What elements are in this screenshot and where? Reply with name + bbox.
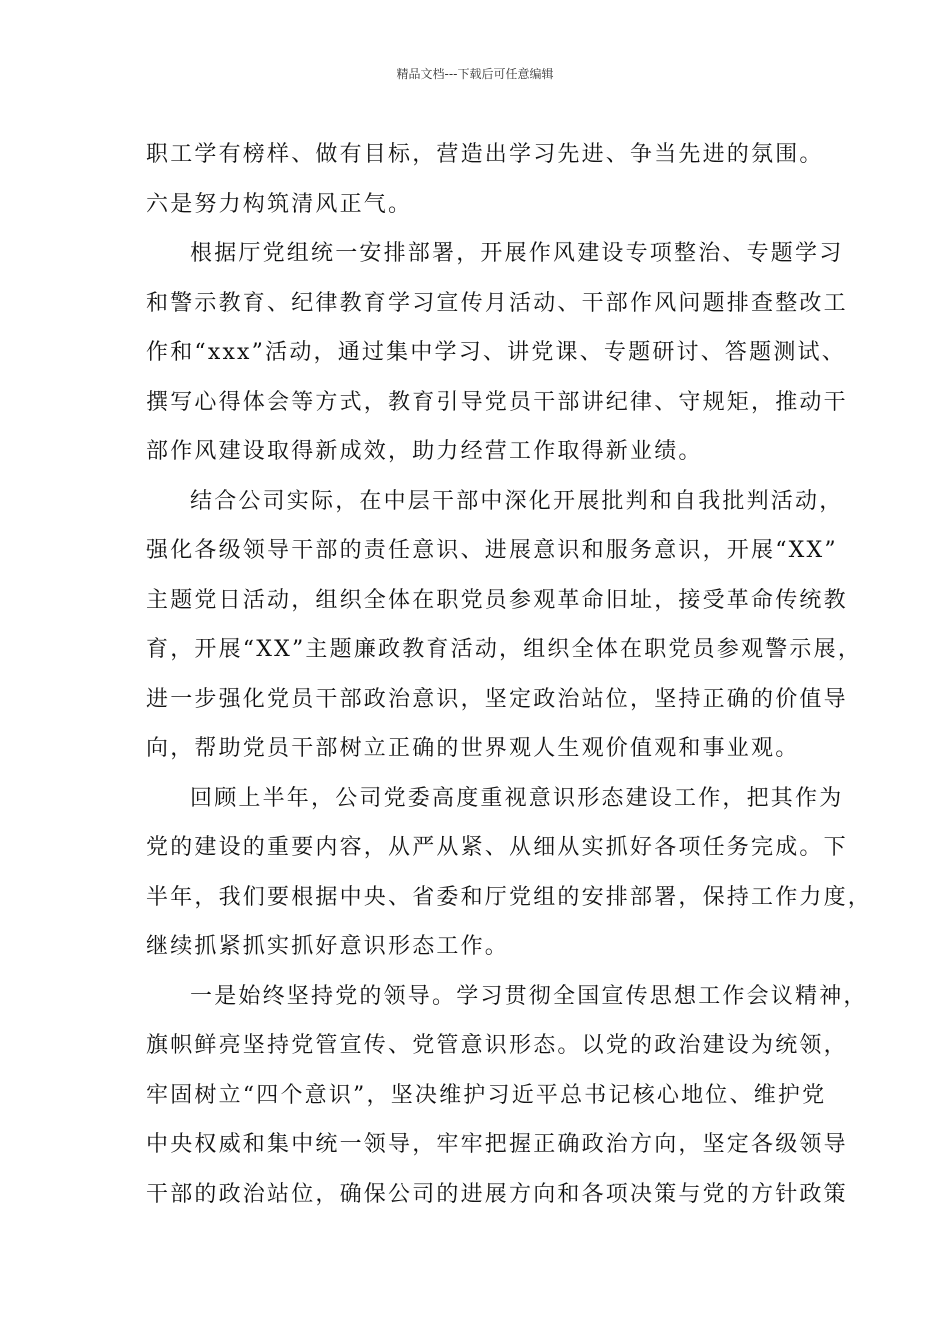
paragraph-first-line: 回顾上半年，公司党委高度重视意识形态建设工作，把其作为 xyxy=(190,785,844,811)
paragraph-first-line: 一是始终坚持党的领导。学习贯彻全国宣传思想工作会议精神， xyxy=(190,983,868,1009)
text-line: 和警示教育、纪律教育学习宣传月活动、干部作风问题排查整改工 xyxy=(146,290,848,316)
text-line: 向，帮助党员干部树立正确的世界观人生观价值观和事业观。 xyxy=(146,736,800,761)
text-line: 党的建设的重要内容，从严从紧、从细从实抓好各项任务完成。下 xyxy=(146,835,848,860)
text-line: 继续抓紧抓实抓好意识形态工作。 xyxy=(146,934,510,959)
paragraph-first-line: 根据厅党组统一安排部署，开展作风建设专项整治、专题学习 xyxy=(190,241,844,266)
text-line: 干部的政治站位，确保公司的进展方向和各项决策与党的方针政策 xyxy=(146,1181,848,1207)
text-line: 主题党日活动，组织全体在职党员参观革命旧址，接受革命传统教 xyxy=(146,587,848,613)
document-body xyxy=(146,130,873,1219)
text-line: 职工学有榜样、做有目标，营造出学习先进、争当先进的氛围。 xyxy=(146,142,824,167)
text-line: 育，开展“XX”主题廉政教育活动，组织全体在职党员参观警示展， xyxy=(146,637,863,662)
text-line: 作和“xxx”活动，通过集中学习、讲党课、专题研讨、答题测试、 xyxy=(146,340,846,365)
text-line: 牢固树立“四个意识”，坚决维护习近平总书记核心地位、维护党 xyxy=(146,1082,827,1108)
text-line: 半年，我们要根据中央、省委和厅党组的安排部署，保持工作力度， xyxy=(146,884,873,910)
text-line: 部作风建设取得新成效，助力经营工作取得新业绩。 xyxy=(146,439,703,464)
text-line: 中央权威和集中统一领导，牢牢把握正确政治方向，坚定各级领导 xyxy=(146,1132,848,1157)
text-line: 进一步强化党员干部政治意识，坚定政治站位，坚持正确的价值导 xyxy=(146,686,848,712)
text-line: 强化各级领导干部的责任意识、进展意识和服务意识，开展“XX” xyxy=(146,538,838,563)
paragraph-first-line: 结合公司实际，在中层干部中深化开展批判和自我批判活动， xyxy=(190,488,844,514)
text-line: 六是努力构筑清风正气。 xyxy=(146,191,413,217)
text-line: 撰写心得体会等方式，教育引导党员干部讲纪律、守规矩，推动干 xyxy=(146,389,848,415)
page-header: 精品文档---下载后可任意编辑 xyxy=(396,67,554,81)
text-line: 旗帜鲜亮坚持党管宣传、党管意识形态。以党的政治建设为统领， xyxy=(146,1033,848,1058)
